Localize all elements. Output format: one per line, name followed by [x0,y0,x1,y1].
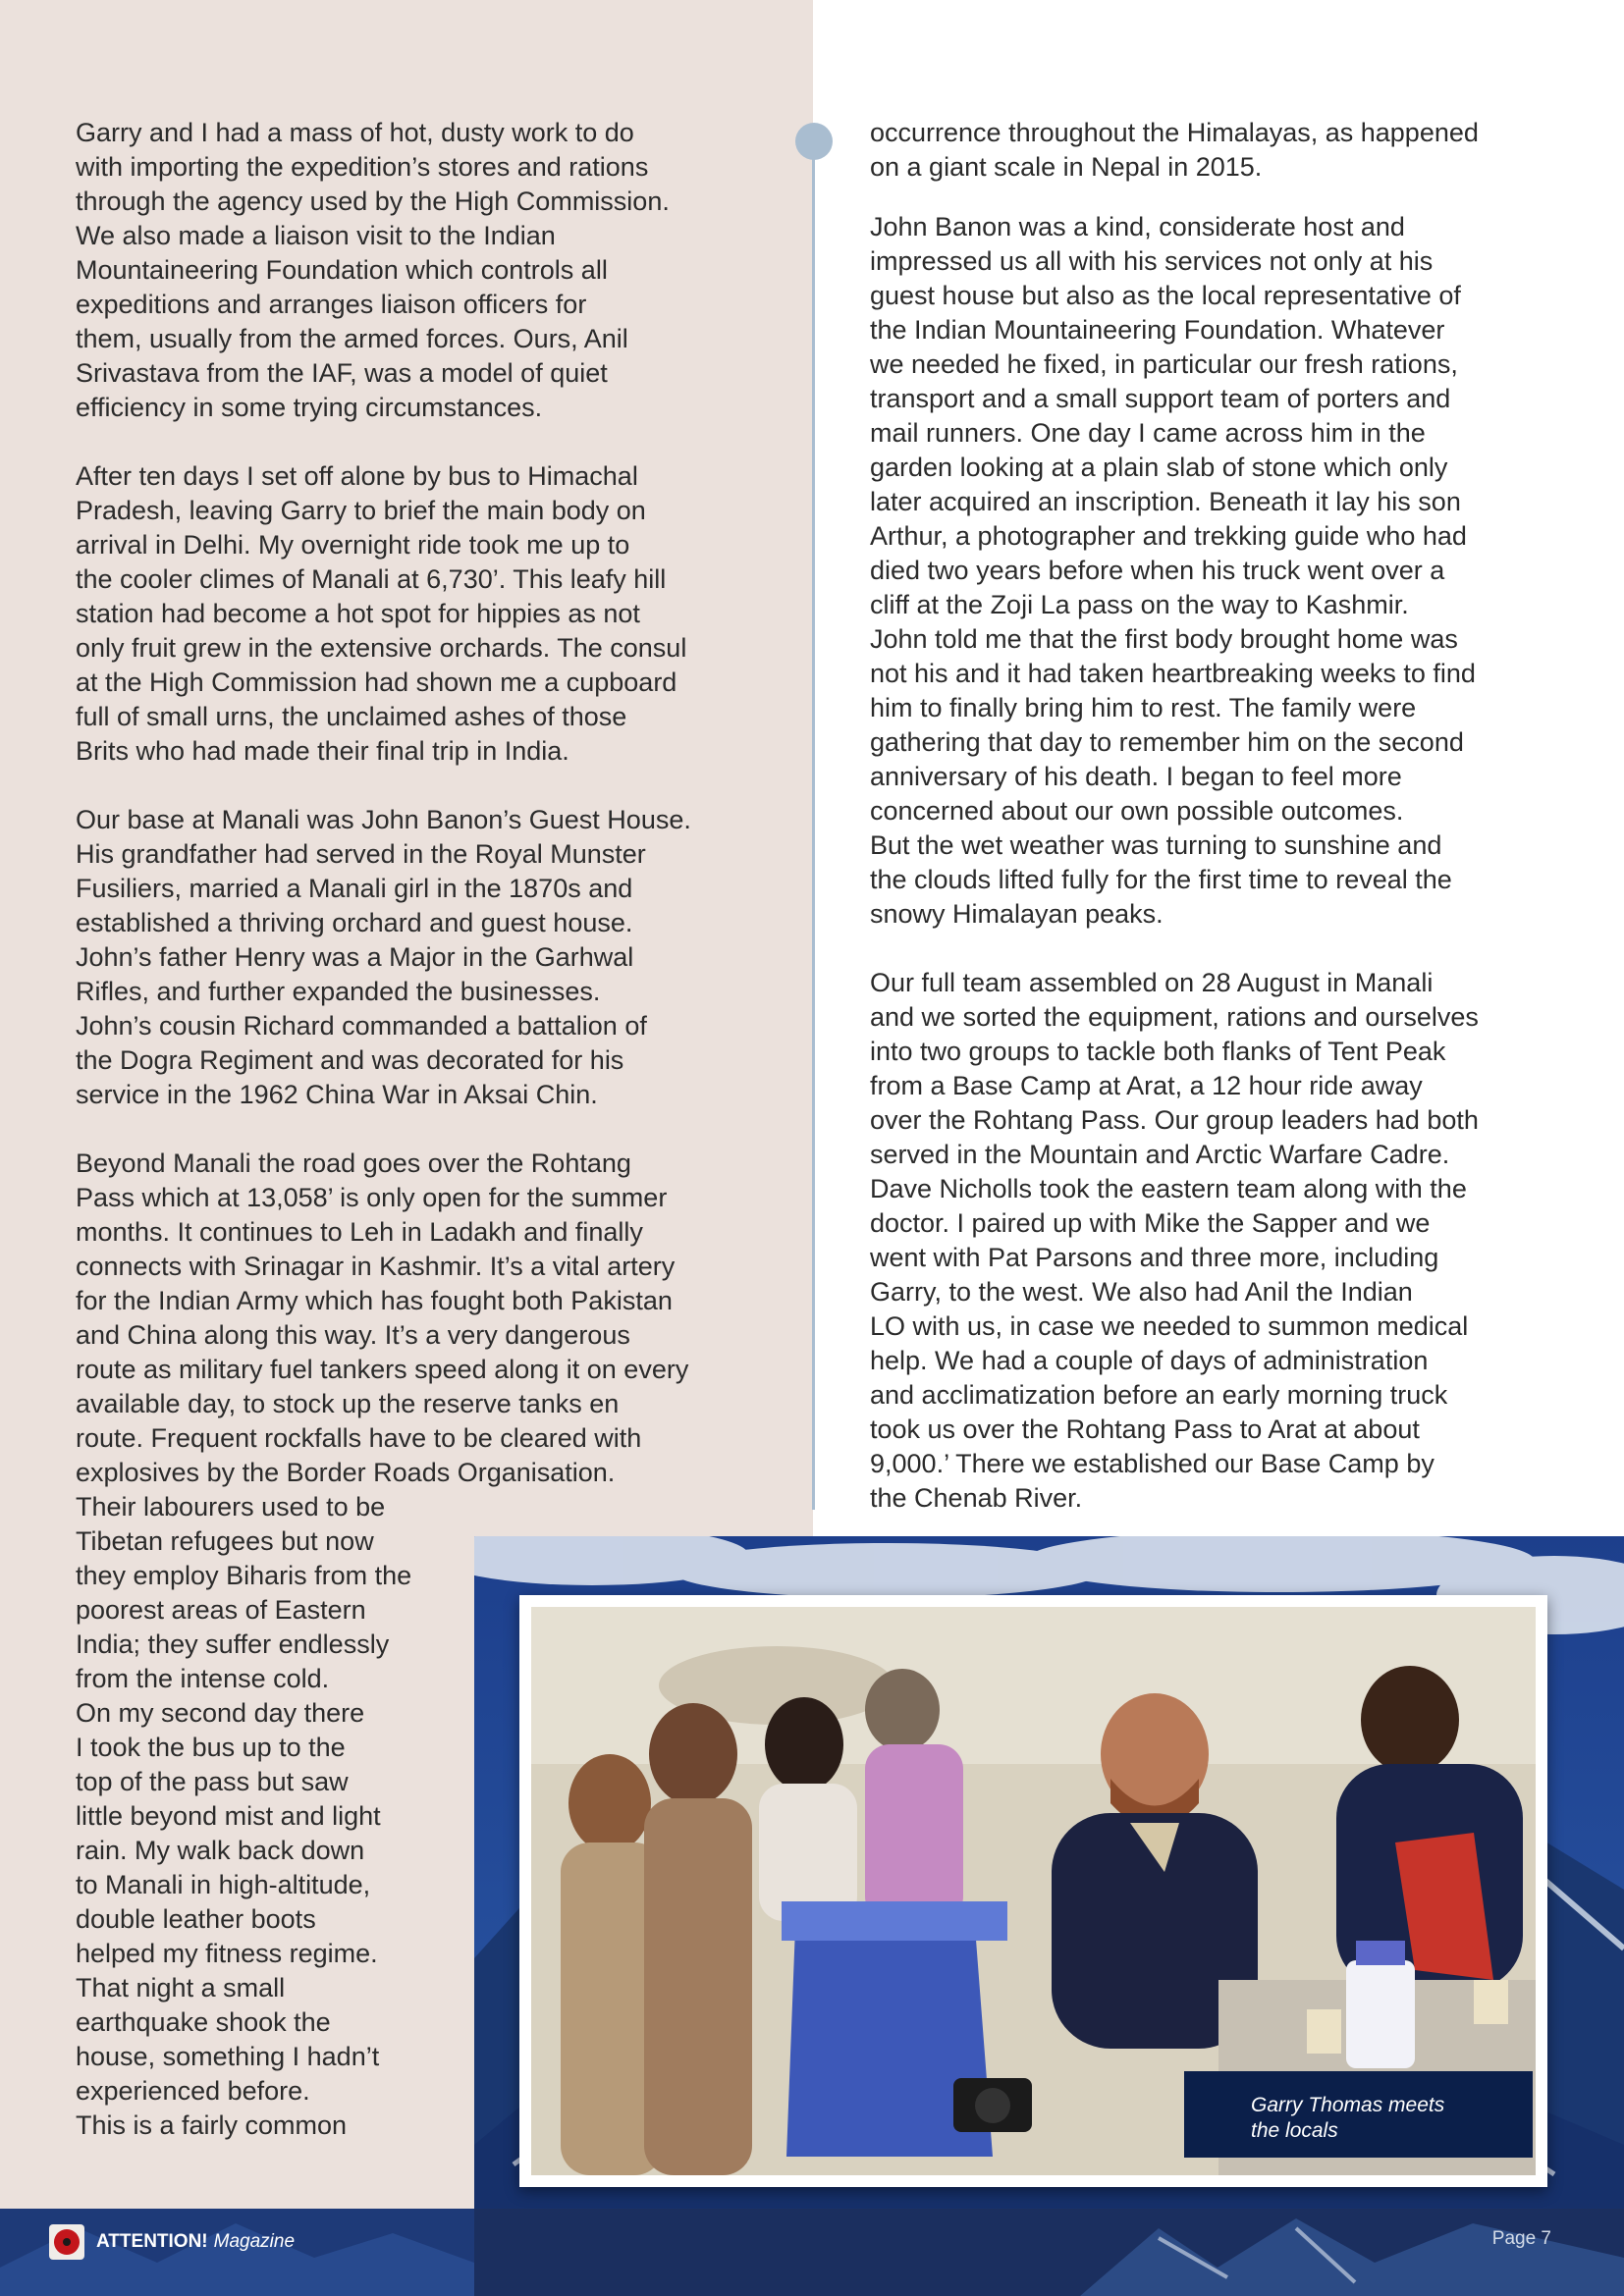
page-number: Page 7 [1491,2228,1551,2249]
photo-caption [1184,2071,1533,2158]
poppy-icon [49,2224,84,2260]
brand-subtitle: Magazine [213,2231,296,2252]
paragraph: Their labourers used to be Tibetan refugees but now they employ Biharis from the poorest areas of Eastern India; they suffer endlessly from the intense cold. On my second day there I took the bus up to the top of the pass but saw little beyond mist and light rain. My walk back down to Manali in high-altitude, double leather boots helped my fitness regime. That night a small earthquake shook the house, something I hadn’t experienced before. This is a fairly common [76,1492,412,2140]
column-divider [812,126,815,1510]
caption-text: Garry Thomas meets the locals [1251,2094,1445,2142]
magazine-brand [49,2222,295,2262]
divider-dot [795,123,833,160]
left-column [76,116,763,1490]
paragraph: John Banon was a kind, considerate host and impressed us all with his services not only at his guest house but also as the local representative of the Indian Mountaineering Foundation. Whatever we needed he fixed, in particular our fresh rations, transport and a small support team of porters and mail runners. One day I came across him in the garden looking at a plain slab of stone which only later acquired an inscription. Beneath it lay his son Arthur, a photographer and trekking guide who had died two years before when his truck went over a cliff at the Zoji La pass on the way to Kashmir. John told me that the first body brought home was not his and it had taken heartbreaking weeks to find him to finally bring him to rest. The family were gathering that day to remember him on the second anniversary of his death. I began to feel more concerned about our own possible outcomes. But the wet weather was turning to sunshine and the clouds lifted fully for the first time to reveal the snowy Himalayan peaks. [870,212,1476,929]
right-column [870,116,1557,1516]
paragraph: Our base at Manali was John Banon’s Guest House. His grandfather had served in the Royal Munster Fusiliers, married a Manali girl in the 1870s and established a thriving orchard and guest house. John’s father Henry was a Major in the Garhwal Rifles, and further expanded the businesses. John’s cousin Richard commanded a battalion of the Dogra Regiment and was decorated for his service in the 1962 China War in Aksai Chin. [76,805,691,1109]
paragraph: Our full team assembled on 28 August in Manali and we sorted the equipment, rations and ourselves into two groups to tackle both flanks of Tent Peak from a Base Camp at Arat, a 12 hour ride away over the Rohtang Pass. Our group leaders had both served in the Mountain and Arctic Warfare Cadre. Dave Nicholls took the eastern team along with the doctor. I paired up with Mike the Sapper and we went with Pat Parsons and three more, including Garry, to the west. We also had Anil the Indian LO with us, in case we needed to summon medical help. We had a couple of days of administration and acclimatization before an early morning truck took us over the Rohtang Pass to Arat at about 9,000.’ There we established our Base Camp by the Chenab River. [870,968,1479,1513]
paragraph: After ten days I set off alone by bus to Himachal Pradesh, leaving Garry to brief the main body on arrival in Delhi. My overnight ride took me up to the cooler climes of Manali at 6,730’. This leafy hill station had become a hot spot for hippies as not only fruit grew in the extensive orchards. The consul at the High Commission had shown me a cupboard full of small urns, the unclaimed ashes of those Brits who had made their final trip in India. [76,461,687,766]
paragraph: Garry and I had a mass of hot, dusty work to do with importing the expedition’s stores and rations through the agency used by the High Commission. We also made a liaison visit to the Indian Mountaineering Foundation which controls all expeditions and arranges liaison officers for them, usually from the armed forces. Ours, Anil Srivastava from the IAF, was a model of quiet efficiency in some trying circumstances. [76,118,670,422]
brand-name: ATTENTION! [96,2231,208,2252]
paragraph: occurrence throughout the Himalayas, as happened on a giant scale in Nepal in 2015. [870,118,1479,182]
paragraph: Beyond Manali the road goes over the Rohtang Pass which at 13,058’ is only open for the summer months. It continues to Leh in Ladakh and finally connects with Srinagar in Kashmir. It’s a vital artery for the Indian Army which has fought both Pakistan and China along this way. It’s a very dangerous route as military fuel tankers speed along it on every available day, to stock up the reserve tanks en route. Frequent rockfalls have to be cleared with explosives by the Border Roads Organisation. [76,1148,689,1487]
left-narrow-column [76,1490,468,2143]
